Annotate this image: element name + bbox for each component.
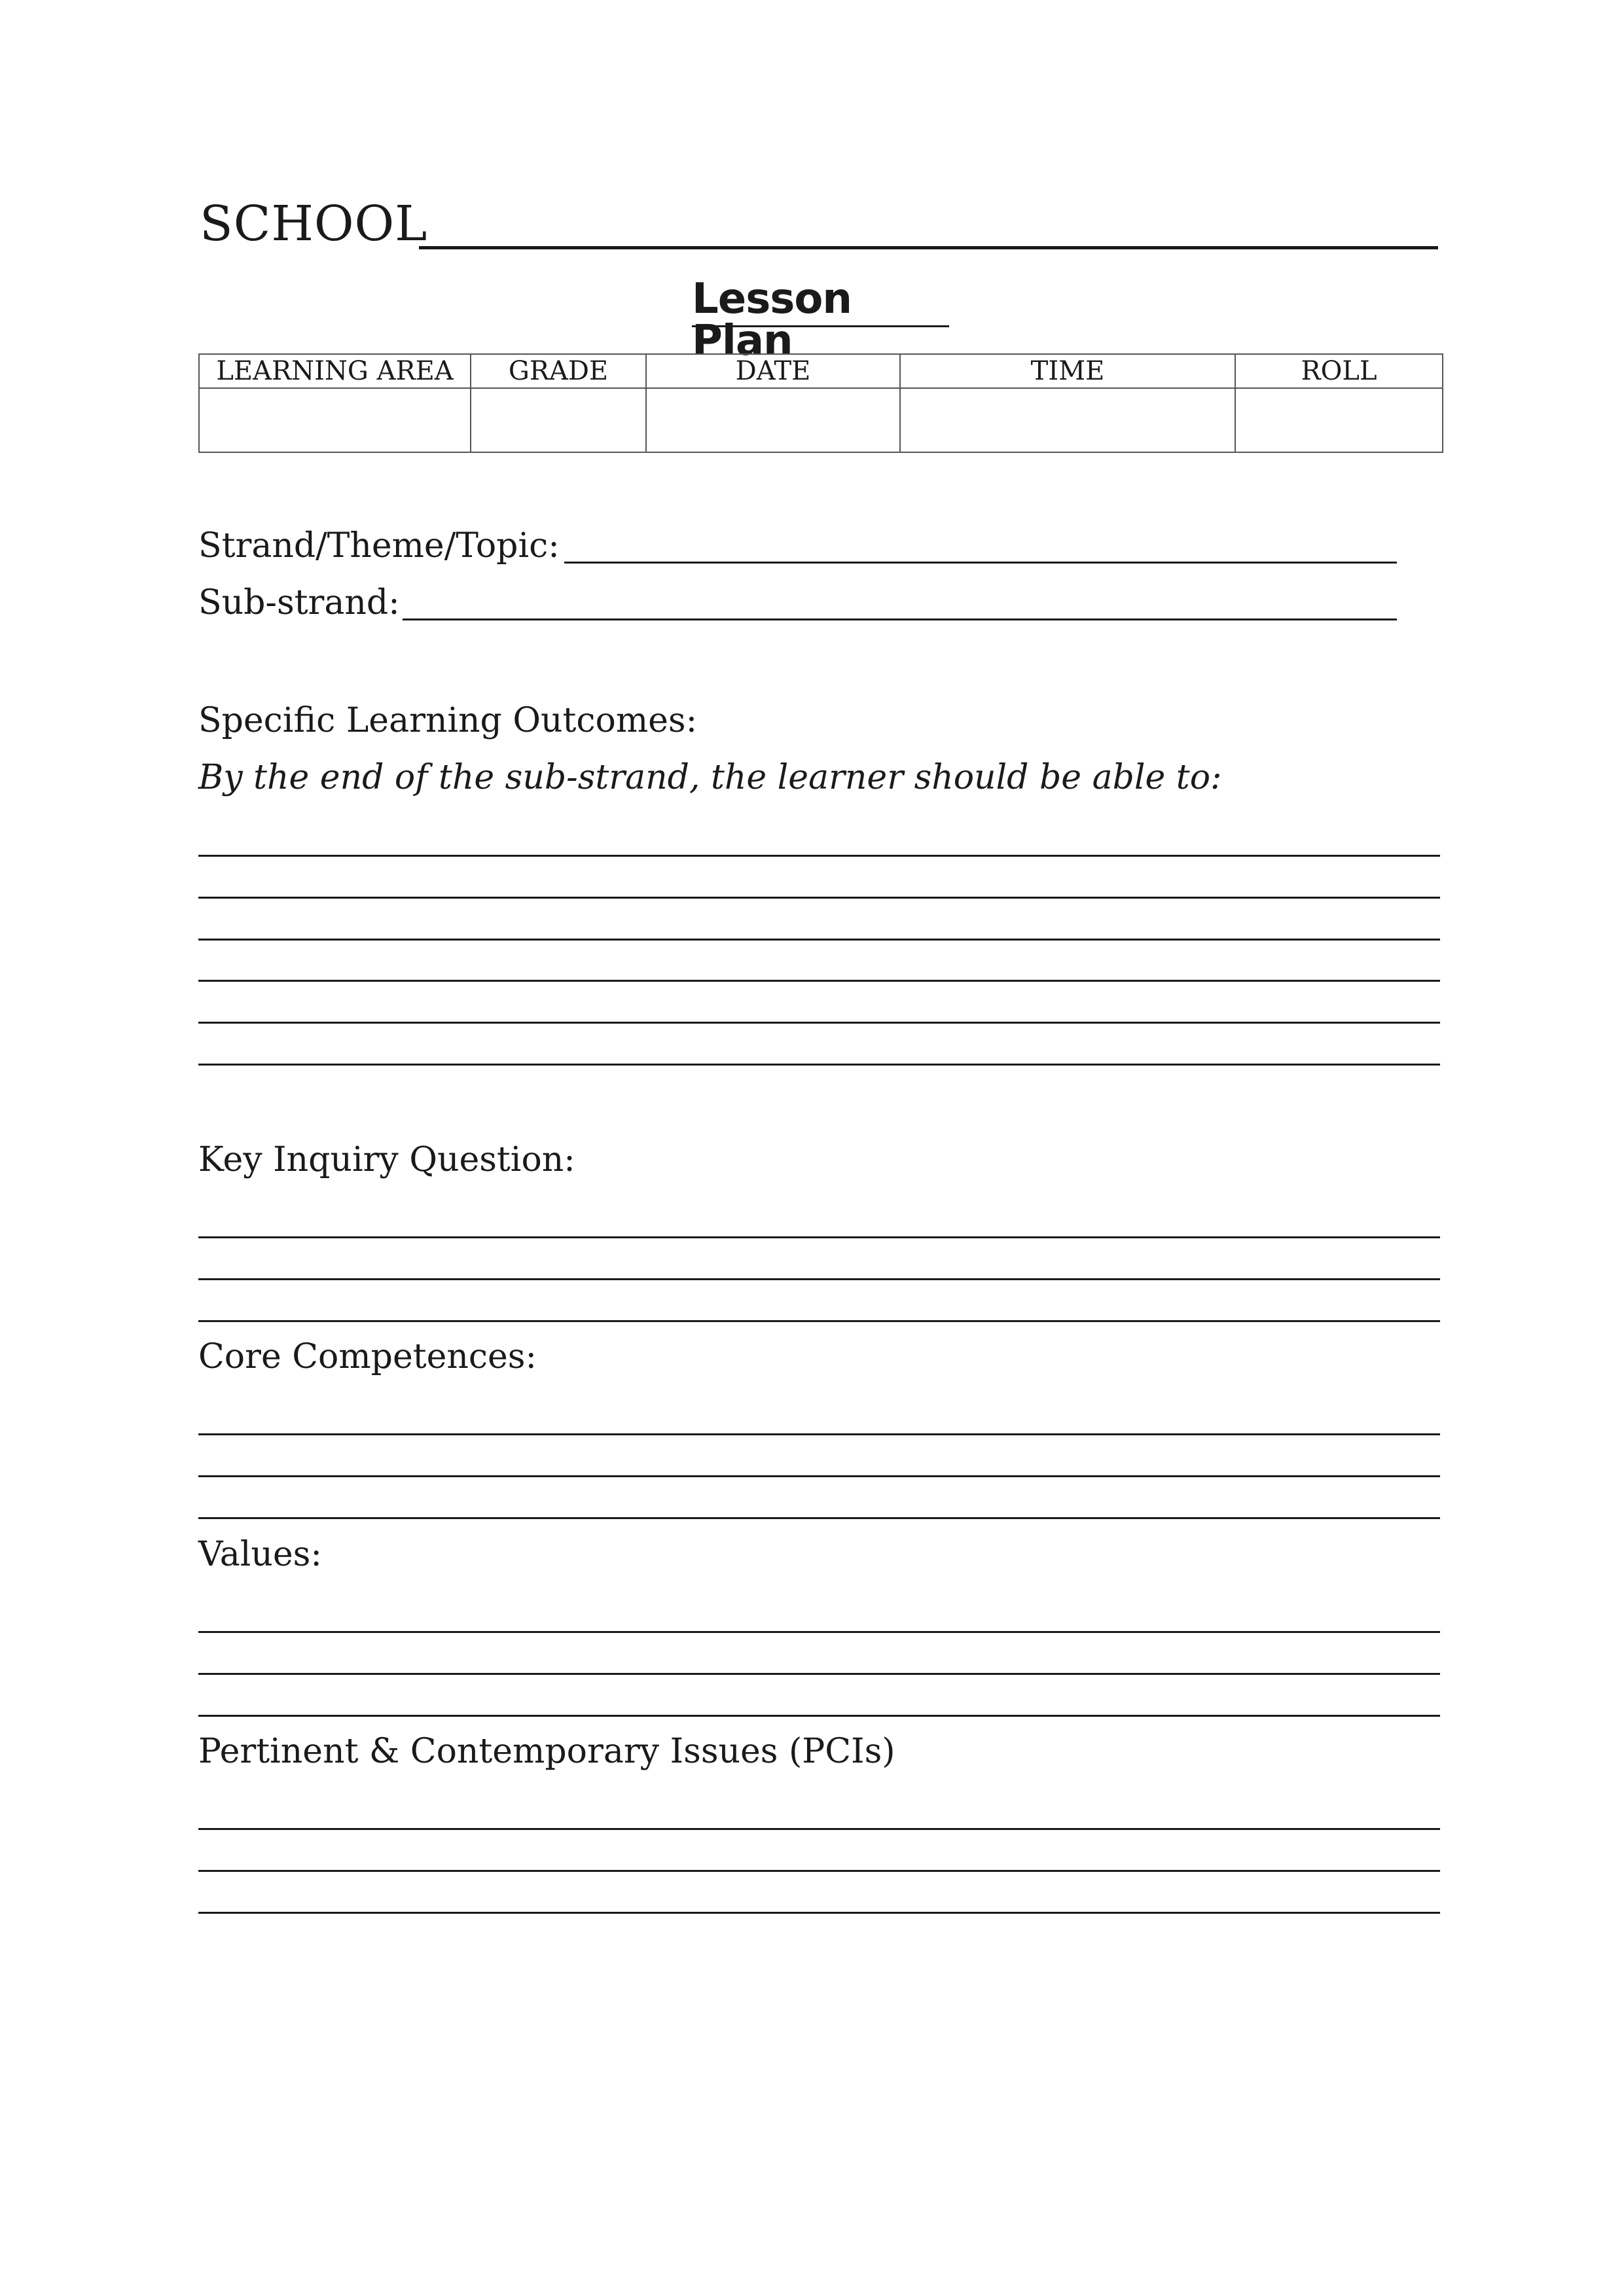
school-row	[200, 193, 1438, 252]
inquiry-label: Key Inquiry Question:	[198, 1140, 575, 1179]
date-cell[interactable]	[646, 388, 900, 452]
outcomes-prompt: By the end of the sub-strand, the learner should be able to:	[198, 758, 1222, 797]
inquiry-line-1[interactable]	[198, 1236, 1440, 1238]
school-label: SCHOOL	[200, 196, 428, 252]
pcis-line-3[interactable]	[198, 1912, 1440, 1914]
inquiry-line-2[interactable]	[198, 1278, 1440, 1280]
table-row	[199, 388, 1443, 452]
grade-cell[interactable]	[471, 388, 646, 452]
school-name-line[interactable]	[419, 246, 1438, 249]
header-learning-area: LEARNING AREA	[199, 354, 471, 388]
pcis-label: Pertinent & Contemporary Issues (PCIs)	[198, 1732, 895, 1771]
outcome-line-6[interactable]	[198, 1064, 1440, 1066]
outcome-line-4[interactable]	[198, 980, 1440, 982]
strand-line[interactable]	[564, 562, 1397, 564]
page-title: Lesson Plan	[692, 275, 852, 365]
inquiry-line-3[interactable]	[198, 1320, 1440, 1322]
values-line-1[interactable]	[198, 1631, 1440, 1633]
header-grade: GRADE	[471, 354, 646, 388]
title-underline	[692, 325, 949, 327]
competences-line-3[interactable]	[198, 1517, 1440, 1519]
pcis-line-2[interactable]	[198, 1870, 1440, 1872]
substrand-label: Sub-strand:	[198, 583, 400, 622]
values-line-3[interactable]	[198, 1715, 1440, 1717]
pcis-line-1[interactable]	[198, 1828, 1440, 1830]
competences-label: Core Competences:	[198, 1337, 537, 1376]
roll-cell[interactable]	[1235, 388, 1443, 452]
outcome-line-1[interactable]	[198, 855, 1440, 857]
strand-label: Strand/Theme/Topic:	[198, 526, 560, 565]
substrand-line[interactable]	[403, 619, 1397, 620]
outcome-line-5[interactable]	[198, 1022, 1440, 1024]
learning-area-cell[interactable]	[199, 388, 471, 452]
values-line-2[interactable]	[198, 1673, 1440, 1675]
competences-line-2[interactable]	[198, 1475, 1440, 1477]
table-header-row	[199, 354, 1443, 388]
header-time: TIME	[900, 354, 1235, 388]
header-roll: ROLL	[1235, 354, 1443, 388]
outcome-line-3[interactable]	[198, 939, 1440, 941]
competences-line-1[interactable]	[198, 1433, 1440, 1435]
lesson-info-table	[198, 353, 1443, 453]
time-cell[interactable]	[900, 388, 1235, 452]
outcomes-label: Specific Learning Outcomes:	[198, 701, 698, 740]
outcome-line-2[interactable]	[198, 897, 1440, 899]
header-date: DATE	[646, 354, 900, 388]
values-label: Values:	[198, 1535, 322, 1574]
